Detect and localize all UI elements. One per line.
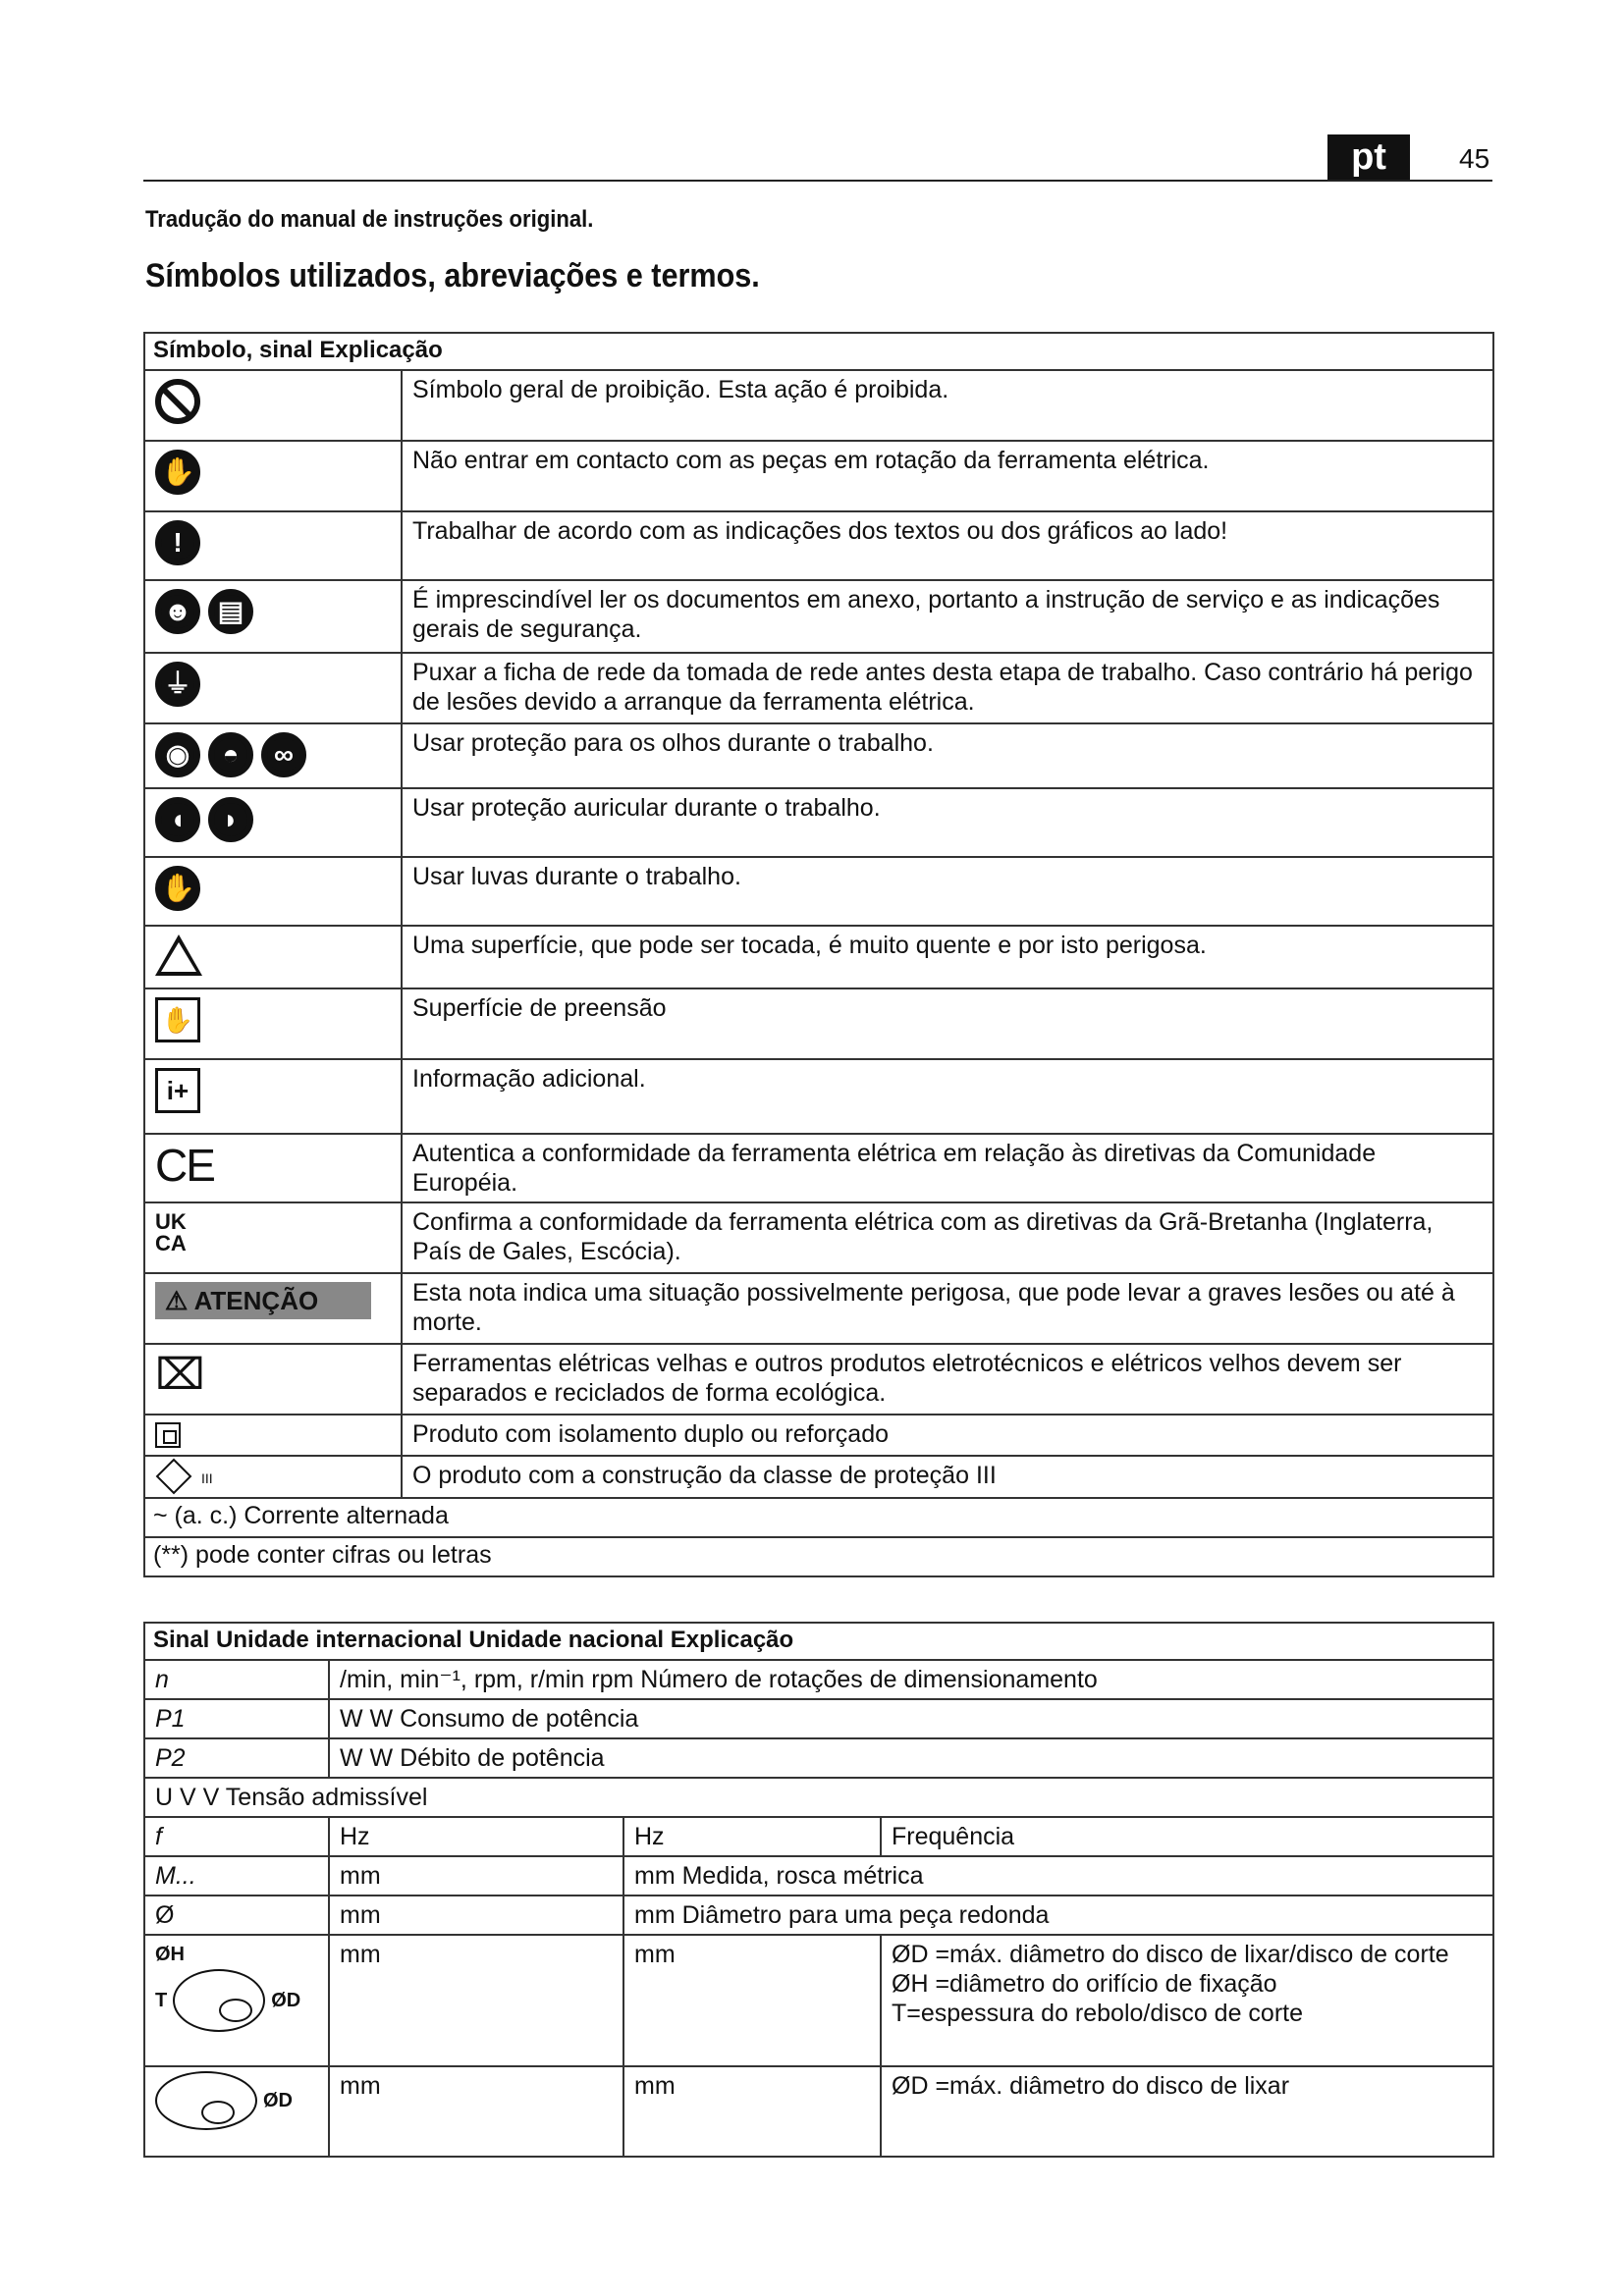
ear-protection-icon: ◖ [155,797,200,842]
unit-nat: mm [623,2066,881,2157]
unit-nat: mm [623,1935,881,2066]
language-badge: pt [1327,134,1410,180]
units-table-header: Sinal Unidade internacional Unidade nacional Explicação [144,1623,1493,1660]
symbol-explanation: Superfície de preensão [402,988,1493,1059]
unit-text: W W Débito de potência [329,1738,1493,1778]
no-touch-rotating-icon: ✋ [155,450,200,495]
unit-sign: Ø [144,1896,329,1935]
table-row [144,1738,1493,1778]
page-number: 45 [1459,143,1490,174]
table-row [144,1456,1493,1498]
disc-label-d: ØD [263,2090,293,2111]
disc-exp-line: ØD =máx. diâmetro do disco de lixar/disco de corte [892,1941,1449,1968]
goggles-icon: ∞ [261,732,306,777]
document-subtitle: Tradução do manual de instruções original. [145,206,594,233]
symbol-explanation: Autentica a conformidade da ferramenta elétrica em relação às diretivas da Comunidade Européia. [402,1134,1493,1202]
unit-text: U V V Tensão admissível [144,1778,1493,1817]
symbols-table-header: Símbolo, sinal Explicação [144,333,1493,370]
table-row [144,1660,1493,1699]
symbol-explanation: É imprescindível ler os documentos em anexo, portanto a instrução de serviço e as indicações gerais de segurança. [402,580,1493,653]
eye-protection-icon: ◉ [155,732,200,777]
grinding-disc-icon [173,1969,265,2032]
table-row [144,1699,1493,1738]
unit-nat: mm Diâmetro para uma peça redonda [623,1896,1493,1935]
footer-note: ~ (a. c.) Corrente alternada [144,1498,1493,1537]
unit-intl: mm [329,1856,623,1896]
table-row [144,1202,1493,1273]
table-row [144,1273,1493,1344]
ce-mark-icon: CE [155,1140,214,1191]
table-row [144,653,1493,723]
table-row [144,580,1493,653]
class3-label: III [200,1470,213,1486]
grip-surface-icon: ✋ [155,997,200,1042]
disc-label-h: ØH [155,1944,185,1965]
table-row [144,511,1493,580]
section-title: Símbolos utilizados, abreviações e termos. [145,257,760,294]
ukca-bottom-text: CA [155,1231,187,1255]
table-row [144,1896,1493,1935]
table-row [144,988,1493,1059]
table-row [144,1415,1493,1456]
unit-intl: Hz [329,1817,623,1856]
protection-class-3-icon [156,1459,192,1495]
unit-sign: f [144,1817,329,1856]
table-row [144,1537,1493,1576]
warning-label-icon: ⚠ ATENÇÃO [155,1282,371,1319]
disc-exp-line: ØD =máx. diâmetro do disco de lixar [892,2072,1290,2100]
symbol-explanation: Produto com isolamento duplo ou reforçado [402,1415,1493,1456]
unit-exp [881,2066,1493,2157]
table-row [144,1817,1493,1856]
disc-label-t: T [155,1990,168,2011]
unit-sign: M... [144,1856,329,1896]
gloves-icon: ✋ [155,866,200,911]
unit-exp [881,1935,1493,2066]
table-row [144,1935,1493,2066]
units-table [143,1622,1494,2158]
symbols-table [143,332,1494,1577]
table-row [144,1856,1493,1896]
ukca-mark-icon [155,1211,187,1255]
table-row [144,857,1493,926]
symbol-explanation: Usar proteção para os olhos durante o trabalho. [402,723,1493,788]
unit-nat: mm Medida, rosca métrica [623,1856,1493,1896]
weee-bin-icon: ⌧ [155,1351,205,1399]
symbol-explanation: Usar luvas durante o trabalho. [402,857,1493,926]
unit-intl: mm [329,2066,623,2157]
prohibition-icon [155,379,200,424]
table-row [144,441,1493,511]
table-row [144,926,1493,988]
table-row [144,370,1493,441]
unit-sign: P2 [144,1738,329,1778]
table-row [144,788,1493,857]
symbol-explanation: Uma superfície, que pode ser tocada, é muito quente e por isto perigosa. [402,926,1493,988]
symbol-explanation: Símbolo geral de proibição. Esta ação é proibida. [402,370,1493,441]
unit-sign: P1 [144,1699,329,1738]
unit-intl: mm [329,1935,623,2066]
symbol-explanation: O produto com a construção da classe de proteção III [402,1456,1493,1498]
symbol-explanation: Informação adicional. [402,1059,1493,1134]
symbol-explanation: Trabalhar de acordo com as indicações dos textos ou dos gráficos ao lado! [402,511,1493,580]
table-row [144,723,1493,788]
header-rule [143,180,1492,182]
disc-exp-line: ØH =diâmetro do orifício de fixação [892,1970,1277,1998]
exclamation-icon: ! [155,520,200,565]
table-row [144,1059,1493,1134]
unit-intl: mm [329,1896,623,1935]
unplug-icon: ⏚ [155,662,200,707]
disc-diagram-cell [144,2066,329,2157]
disc-diagram-cell [144,1935,329,2066]
disc-label-d: ØD [271,1990,301,2011]
face-shield-icon: ◓ [208,732,253,777]
ukca-top-text: UK [155,1209,187,1234]
symbol-explanation: Não entrar em contacto com as peças em rotação da ferramenta elétrica. [402,441,1493,511]
unit-text: /min, min⁻¹, rpm, r/min rpm Número de rotações de dimensionamento [329,1660,1493,1699]
footer-note: (**) pode conter cifras ou letras [144,1537,1493,1576]
table-row [144,1344,1493,1415]
unit-nat: Hz [623,1817,881,1856]
unit-text: W W Consumo de potência [329,1699,1493,1738]
symbol-explanation: Puxar a ficha de rede da tomada de rede antes desta etapa de trabalho. Caso contrário há perigo de lesões devido a arranque da ferramenta elétrica. [402,653,1493,723]
manual-book-icon: ▤ [208,589,253,634]
info-icon: i+ [155,1068,200,1113]
table-row [144,1134,1493,1202]
table-row [144,2066,1493,2157]
symbol-explanation: Usar proteção auricular durante o trabalho. [402,788,1493,857]
symbol-explanation: Confirma a conformidade da ferramenta elétrica com as diretivas da Grã-Bretanha (Inglaterra, País de Gales, Escócia). [402,1202,1493,1273]
table-row [144,1498,1493,1537]
double-insulation-icon [155,1422,181,1448]
warning-label-text: ATENÇÃO [193,1286,319,1315]
table-row [144,1778,1493,1817]
unit-sign: n [144,1660,329,1699]
disc-exp-line: T=espessura do rebolo/disco de corte [892,2000,1303,2027]
read-manual-icon: ☻ [155,589,200,634]
ear-muffs-icon: ◗ [208,797,253,842]
hot-surface-icon [155,934,202,976]
sanding-disc-icon [155,2071,257,2130]
unit-exp: Frequência [881,1817,1493,1856]
symbol-explanation: Esta nota indica uma situação possivelmente perigosa, que pode levar a graves lesões ou até à morte. [402,1273,1493,1344]
symbol-explanation: Ferramentas elétricas velhas e outros produtos eletrotécnicos e elétricos velhos devem ser separados e reciclados de forma ecológica. [402,1344,1493,1415]
